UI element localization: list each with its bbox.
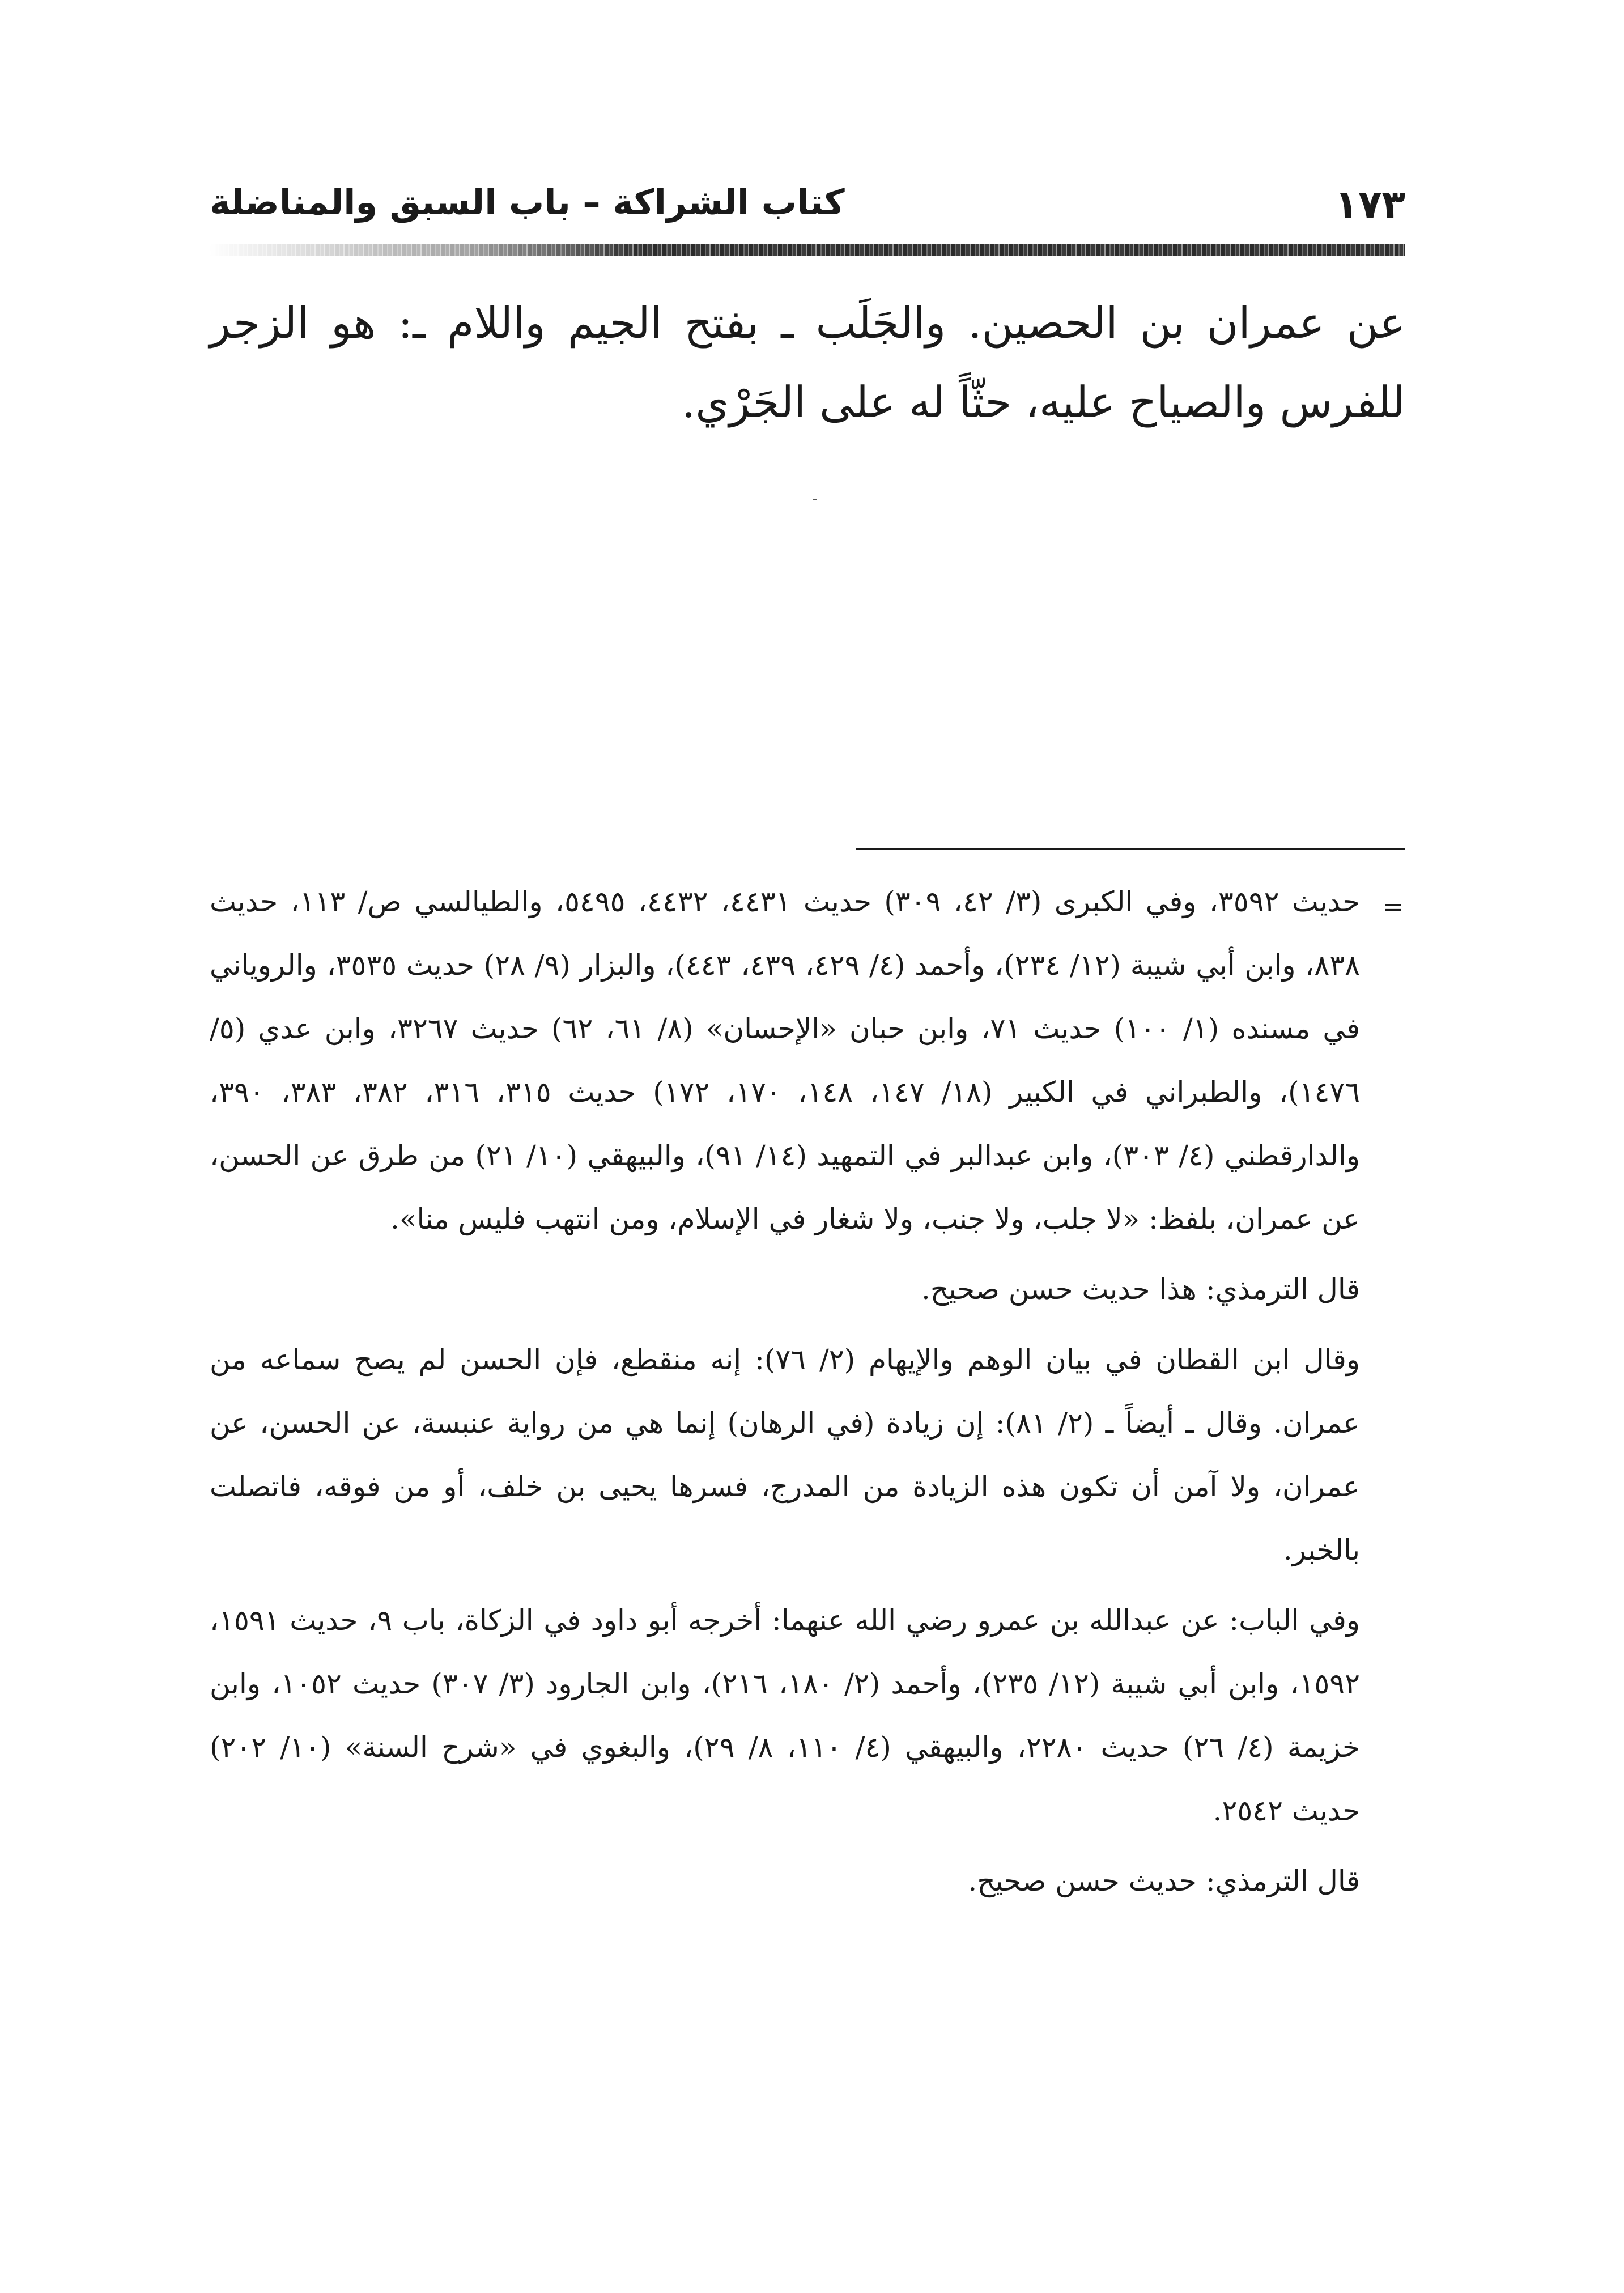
main-text bbox=[210, 283, 1405, 442]
page-header bbox=[210, 170, 1405, 232]
footnote-continuation-mark: = bbox=[1383, 893, 1404, 922]
running-title: كتاب الشراكة – باب السبق والمناضلة bbox=[210, 181, 845, 223]
stray-mark bbox=[813, 499, 817, 500]
footnote-separator bbox=[856, 848, 1405, 850]
footnote-paragraph: حديث ٣٥٩٢، وفي الكبرى (٣/ ٤٢، ٣٠٩) حديث ٤٤٣١، ٤٤٣٢، ٥٤٩٥، والطيالسي ص/ ١١٣، حديث ٨٣٨، وابن أبي شيبة (١٢/ ٢٣٤)، وأحمد (٤/ ٤٢٩، ٤٣٩، ٤٤٣)، والبزار (٩/ ٢٨) حديث ٣٥٣٥، والروياني في مسنده (١/ ١٠٠) حديث ٧١، وابن حبان «الإحسان» (٨/ ٦١، ٦٢) حديث ٣٢٦٧، وابن عدي (٥/ ١٤٧٦)، والطبراني في الكبير (١٨/ ١٤٧، ١٤٨، ١٧٠، ١٧٢) حديث ٣١٥، ٣١٦، ٣٨٢، ٣٨٣، ٣٩٠، والدارقطني (٤/ ٣٠٣)، وابن عبدالبر في التمهيد (١٤/ ٩١)، والبيهقي (١٠/ ٢١) من طرق عن الحسن، عن عمران، بلفظ: «لا جلب، ولا جنب، ولا شغار في الإسلام، ومن انتهب فليس منا». bbox=[210, 885, 1361, 1235]
main-paragraph: عن عمران بن الحصين. والجَلَب ـ بفتح الجيم واللام ـ: هو الزجر للفرس والصياح عليه، حثّاً له على الجَرْي. bbox=[210, 298, 1405, 427]
footnote-paragraph: قال الترمذي: حديث حسن صحيح. bbox=[968, 1865, 1360, 1897]
footnote-paragraph: وقال ابن القطان في بيان الوهم والإيهام (٢/ ٧٦): إنه منقطع، فإن الحسن لم يصح سماعه من عمران. وقال ـ أيضاً ـ (٢/ ٨١): إن زيادة (في الرهان) إنما هي من رواية عنبسة، عن الحسن، عن عمران، ولا آمن أن تكون هذه الزيادة من المدرج، فسرها يحيى بن خلف، أو من فوقه، فاتصلت بالخبر. bbox=[210, 1343, 1360, 1566]
footnotes bbox=[210, 870, 1360, 1920]
footnote-paragraph: وفي الباب: عن عبدالله بن عمرو رضي الله عنهما: أخرجه أبو داود في الزكاة، باب ٩، حديث ١٥٩١، ١٥٩٢، وابن أبي شيبة (١٢/ ٢٣٥)، وأحمد (٢/ ١٨٠، ٢١٦)، وابن الجارود (٣/ ٣٠٧) حديث ١٠٥٢، وابن خزيمة (٤/ ٢٦) حديث ٢٢٨٠، والبيهقي (٤/ ١١٠، ٨/ ٢٩)، والبغوي في «شرح السنة» (١٠/ ٢٠٢) حديث ٢٥٤٢. bbox=[210, 1604, 1360, 1827]
header-divider bbox=[210, 244, 1405, 256]
footnote-paragraph: قال الترمذي: هذا حديث حسن صحيح. bbox=[921, 1273, 1360, 1306]
page-number: ١٧٣ bbox=[1334, 182, 1405, 227]
